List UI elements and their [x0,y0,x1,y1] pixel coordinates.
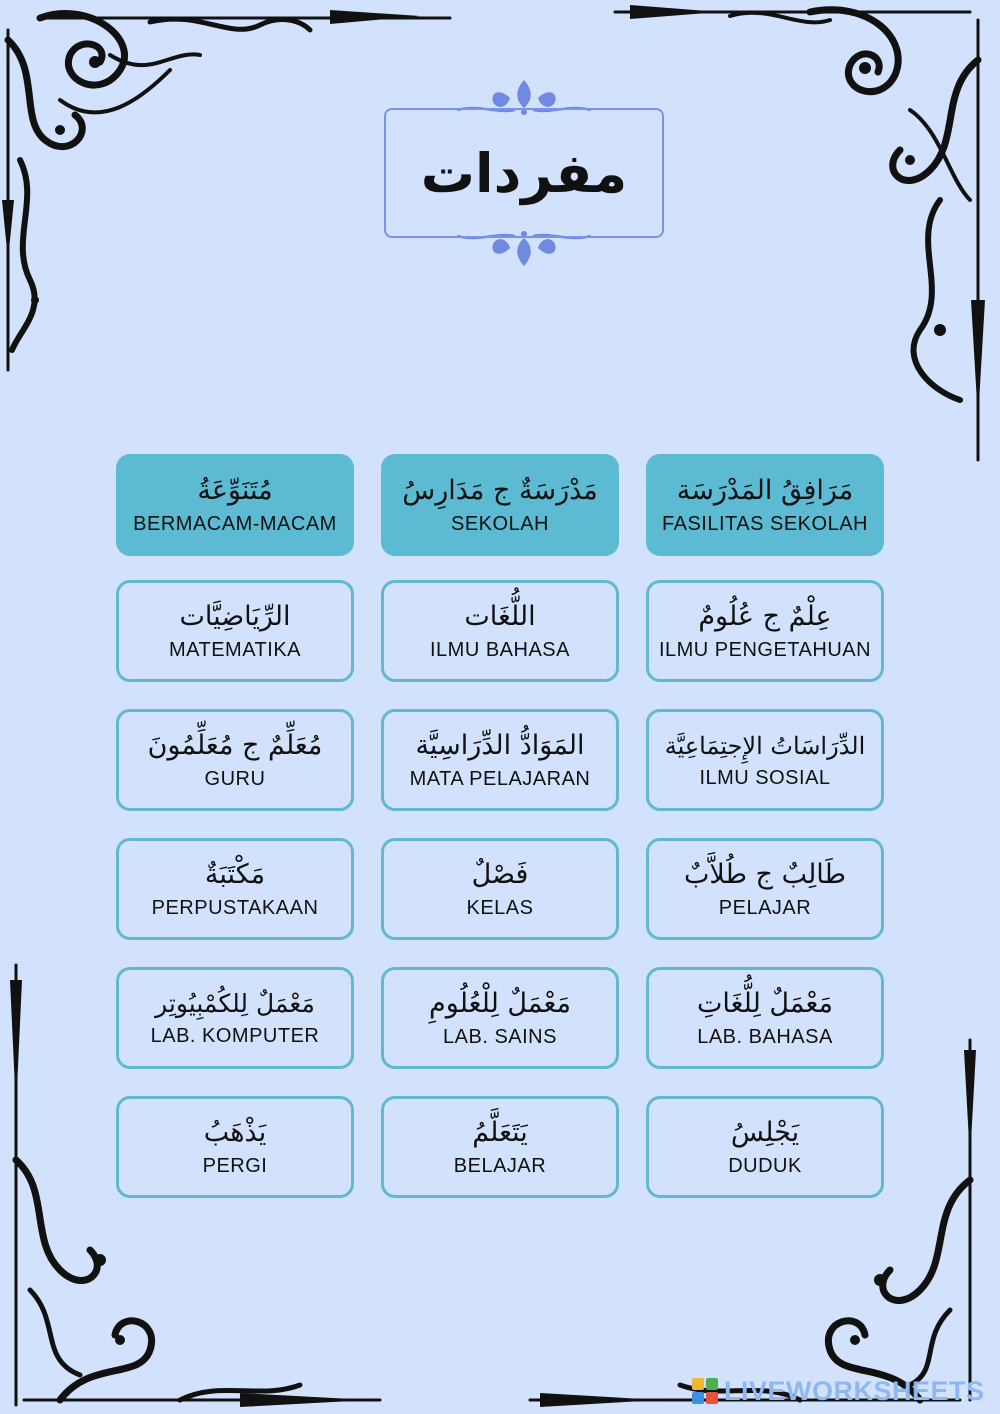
arabic-word: الرِّيَاضِيَّات [179,600,291,632]
arabic-word: يَذْهَبُ [203,1116,267,1148]
vocab-card [116,580,354,682]
vocab-card [381,454,619,556]
arabic-word: يَتَعَلَّمُ [472,1116,528,1148]
watermark-text: LIVEWORKSHEETS [724,1375,985,1406]
vocab-card [646,709,884,811]
vocab-card [646,1096,884,1198]
translation: PELAJAR [718,897,812,920]
vocab-card [646,838,884,940]
vocab-card [381,838,619,940]
vocab-card [116,1096,354,1198]
arabic-word: عِلْمٌ ج عُلُومٌ [698,600,832,632]
vocab-card [116,709,354,811]
vocab-card [116,838,354,940]
liveworksheets-logo-icon [692,1378,718,1404]
translation: BELAJAR [453,1155,547,1178]
vocab-card [646,967,884,1069]
vocab-card [381,1096,619,1198]
translation: LAB. SAINS [443,1026,557,1049]
arabic-word: مَعْمَلٌ لِلُّغَاتِ [697,987,833,1019]
arabic-word: الدِّرَاسَاتُ الإِجتِمَاعِيَّة [664,731,866,760]
vocab-card [381,967,619,1069]
translation: LAB. KOMPUTER [150,1025,320,1048]
translation: ILMU PENGETAHUAN [658,639,872,662]
arabic-word: مَعْمَلٌ لِلكُمْبِيُوتِر [155,988,315,1018]
arabic-word: مَدْرَسَةٌ ج مَدَارِسُ [402,474,598,506]
translation: KELAS [466,897,534,920]
title-box [384,108,664,238]
arabic-word: مَرَافِقُ المَدْرَسَة [676,474,854,506]
arabic-word: طَالِبٌ ج طُلاَّبٌ [683,858,847,890]
vocab-card [646,580,884,682]
arabic-word: مَعْمَلٌ لِلْعُلُومِ [429,987,571,1019]
translation: ILMU SOSIAL [699,766,831,789]
translation: ILMU BAHASA [430,639,570,662]
arabic-word: المَوَادُّ الدِّرَاسِيَّة [415,729,585,761]
arabic-word: اللُّغَات [464,600,536,632]
corner-ornament-bottom-right-icon [520,1030,1000,1414]
translation: DUDUK [728,1155,802,1178]
arabic-word: مُعَلِّمٌ ج مُعَلِّمُونَ [147,729,323,761]
vocab-card [381,580,619,682]
arabic-word: فَصْلٌ [471,858,529,890]
arabic-word: يَجْلِسُ [730,1116,800,1148]
arabic-word: مُتَنَوِّعَةُ [197,474,273,506]
translation: BERMACAM-MACAM [133,513,337,536]
translation: FASILITAS SEKOLAH [662,513,868,536]
translation: MATA PELAJARAN [409,768,591,791]
corner-ornament-top-right-icon [610,0,1000,470]
vocab-card [116,454,354,556]
vocab-card [381,709,619,811]
translation: PERGI [202,1155,268,1178]
arabic-word: مَكْتَبَةٌ [204,858,266,890]
translation: MATEMATIKA [168,639,302,662]
page-title: مفردات [420,141,628,205]
translation: GURU [204,768,266,791]
vocab-card [646,454,884,556]
vocab-card [116,967,354,1069]
watermark [692,1374,985,1408]
translation: PERPUSTAKAAN [151,897,319,920]
translation: LAB. BAHASA [697,1026,833,1049]
translation: SEKOLAH [451,513,549,536]
